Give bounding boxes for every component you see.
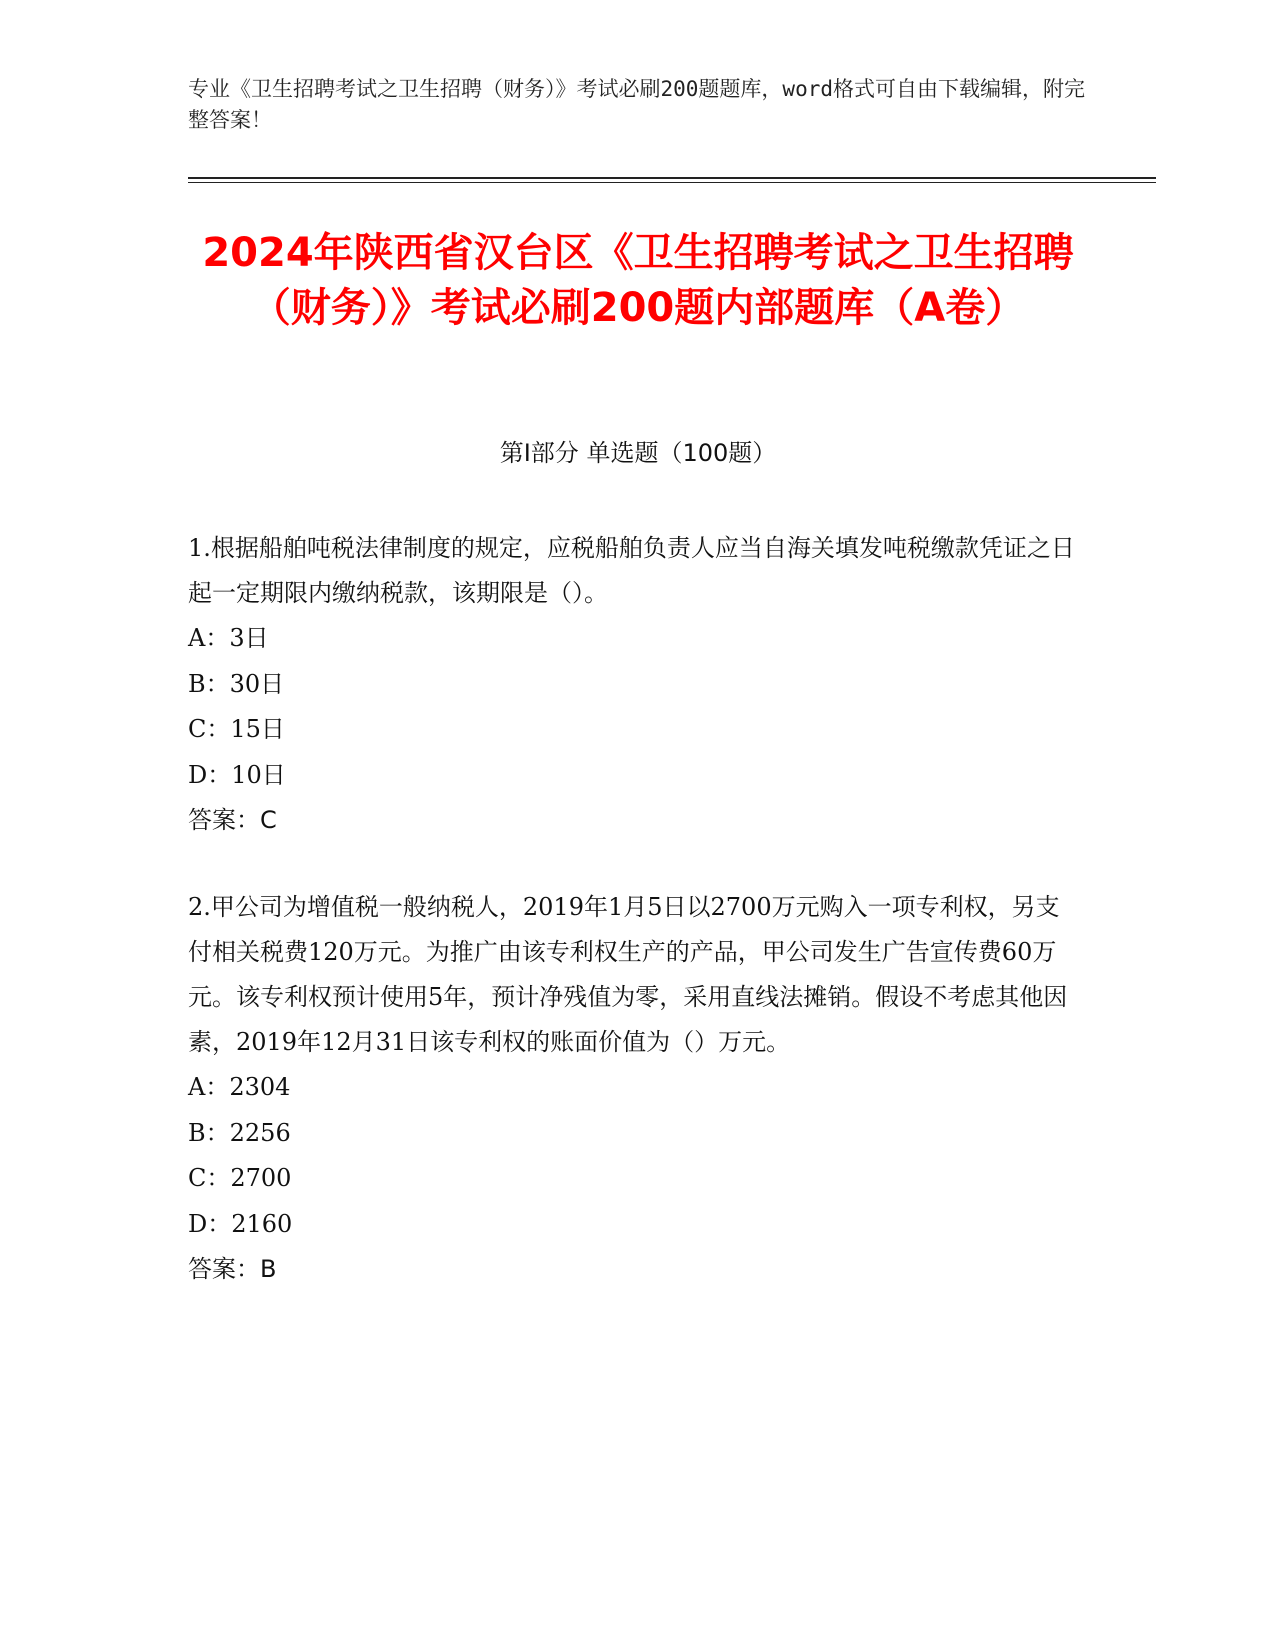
option-b: B：2256: [188, 1118, 291, 1147]
question-1: [188, 526, 1078, 843]
header-divider-thick: [188, 177, 1156, 179]
header-note: 专业《卫生招聘考试之卫生招聘（财务）》考试必刷200题题库，word格式可自由下载编辑，附完整答案！: [188, 77, 1085, 132]
question-2: [188, 885, 1078, 1292]
question-stem: 2.甲公司为增值税一般纳税人，2019年1月5日以2700万元购入一项专利权，另支付相关税费120万元。为推广由该专利权生产的产品，甲公司发生广告宣传费60万元。该专利权预计使用5年，预计净残值为零，采用直线法摊销。假设不考虑其他因素，2019年12月31日该专利权的账面价值为（）万元。: [188, 893, 1068, 1056]
option-d: D：2160: [188, 1209, 293, 1238]
option-c: C：2700: [188, 1164, 292, 1192]
answer: 答案：C: [188, 806, 277, 834]
option-a: A：3日: [188, 624, 269, 652]
option-b: B：30日: [188, 669, 285, 698]
answer: 答案：B: [188, 1255, 277, 1283]
section-title: 第Ⅰ部分 单选题（100题）: [499, 439, 777, 467]
question-stem: 1.根据船舶吨税法律制度的规定，应税船舶负责人应当自海关填发吨税缴款凭证之日起一定期限内缴纳税款，该期限是（）。: [188, 534, 1075, 607]
document-title: 2024年陕西省汉台区《卫生招聘考试之卫生招聘（财务）》考试必刷200题内部题库（A卷）: [202, 230, 1074, 331]
option-d: D：10日: [188, 760, 286, 789]
header-divider-thin: [188, 182, 1156, 183]
option-c: C：15日: [188, 715, 285, 743]
option-a: A：2304: [188, 1073, 291, 1101]
